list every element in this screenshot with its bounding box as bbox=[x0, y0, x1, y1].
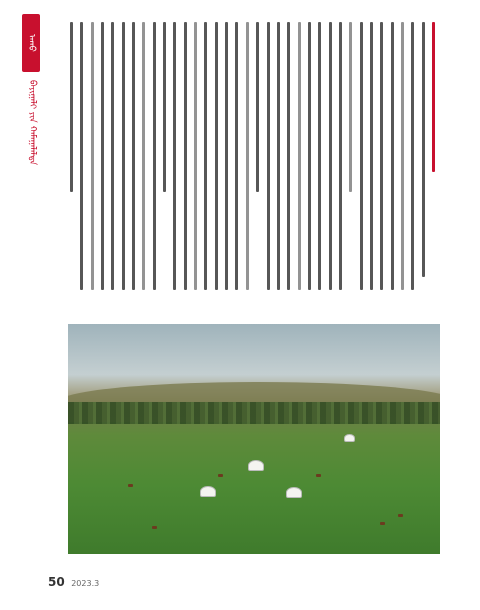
photo-cattle bbox=[218, 474, 223, 477]
grassland-photo bbox=[68, 324, 440, 554]
photo-yurt bbox=[344, 434, 355, 442]
text-line bbox=[370, 22, 373, 290]
text-line bbox=[173, 22, 176, 290]
section-badge: ᠠᠬᠤ bbox=[22, 14, 40, 72]
text-line bbox=[411, 22, 414, 290]
text-line bbox=[204, 22, 207, 290]
text-line bbox=[401, 22, 404, 290]
text-line bbox=[298, 22, 301, 290]
photo-tree-line bbox=[68, 402, 440, 424]
text-line bbox=[132, 22, 135, 290]
text-line bbox=[349, 22, 352, 192]
text-line bbox=[184, 22, 187, 290]
text-line bbox=[122, 22, 125, 290]
page-number: 50 bbox=[48, 575, 65, 589]
text-line bbox=[215, 22, 218, 290]
text-line bbox=[308, 22, 311, 290]
text-line bbox=[194, 22, 197, 290]
photo-cattle bbox=[380, 522, 385, 525]
photo-cattle bbox=[152, 526, 157, 529]
text-line bbox=[235, 22, 238, 290]
text-line bbox=[256, 22, 259, 192]
photo-cattle bbox=[398, 514, 403, 517]
text-line bbox=[142, 22, 145, 290]
section-sidebar bbox=[0, 0, 52, 610]
text-line bbox=[422, 22, 425, 277]
section-title: ᠪᠠᠶᠢᠭᠠᠯᠢ ᠶᠢᠨ ᠬᠠᠮᠠᠭᠠᠯᠠᠯᠲᠠ bbox=[27, 80, 37, 166]
photo-yurt bbox=[200, 486, 216, 497]
text-line bbox=[318, 22, 321, 290]
text-line bbox=[246, 22, 249, 290]
text-line bbox=[339, 22, 342, 290]
photo-yurt bbox=[248, 460, 264, 471]
photo-yurt bbox=[286, 487, 302, 498]
text-line bbox=[153, 22, 156, 290]
page-footer bbox=[48, 575, 99, 589]
text-line bbox=[80, 22, 83, 290]
text-line bbox=[70, 22, 73, 192]
text-line bbox=[111, 22, 114, 290]
text-line bbox=[287, 22, 290, 290]
subheading-line bbox=[432, 22, 435, 172]
photo-cattle bbox=[316, 474, 321, 477]
photo-cattle bbox=[128, 484, 133, 487]
text-line bbox=[277, 22, 280, 290]
text-line bbox=[380, 22, 383, 290]
text-line bbox=[91, 22, 94, 290]
text-line bbox=[391, 22, 394, 290]
text-line bbox=[329, 22, 332, 290]
text-line bbox=[163, 22, 166, 192]
text-line bbox=[225, 22, 228, 290]
text-line bbox=[360, 22, 363, 290]
text-line bbox=[267, 22, 270, 290]
text-line bbox=[101, 22, 104, 290]
issue-date: 2023.3 bbox=[71, 579, 100, 588]
